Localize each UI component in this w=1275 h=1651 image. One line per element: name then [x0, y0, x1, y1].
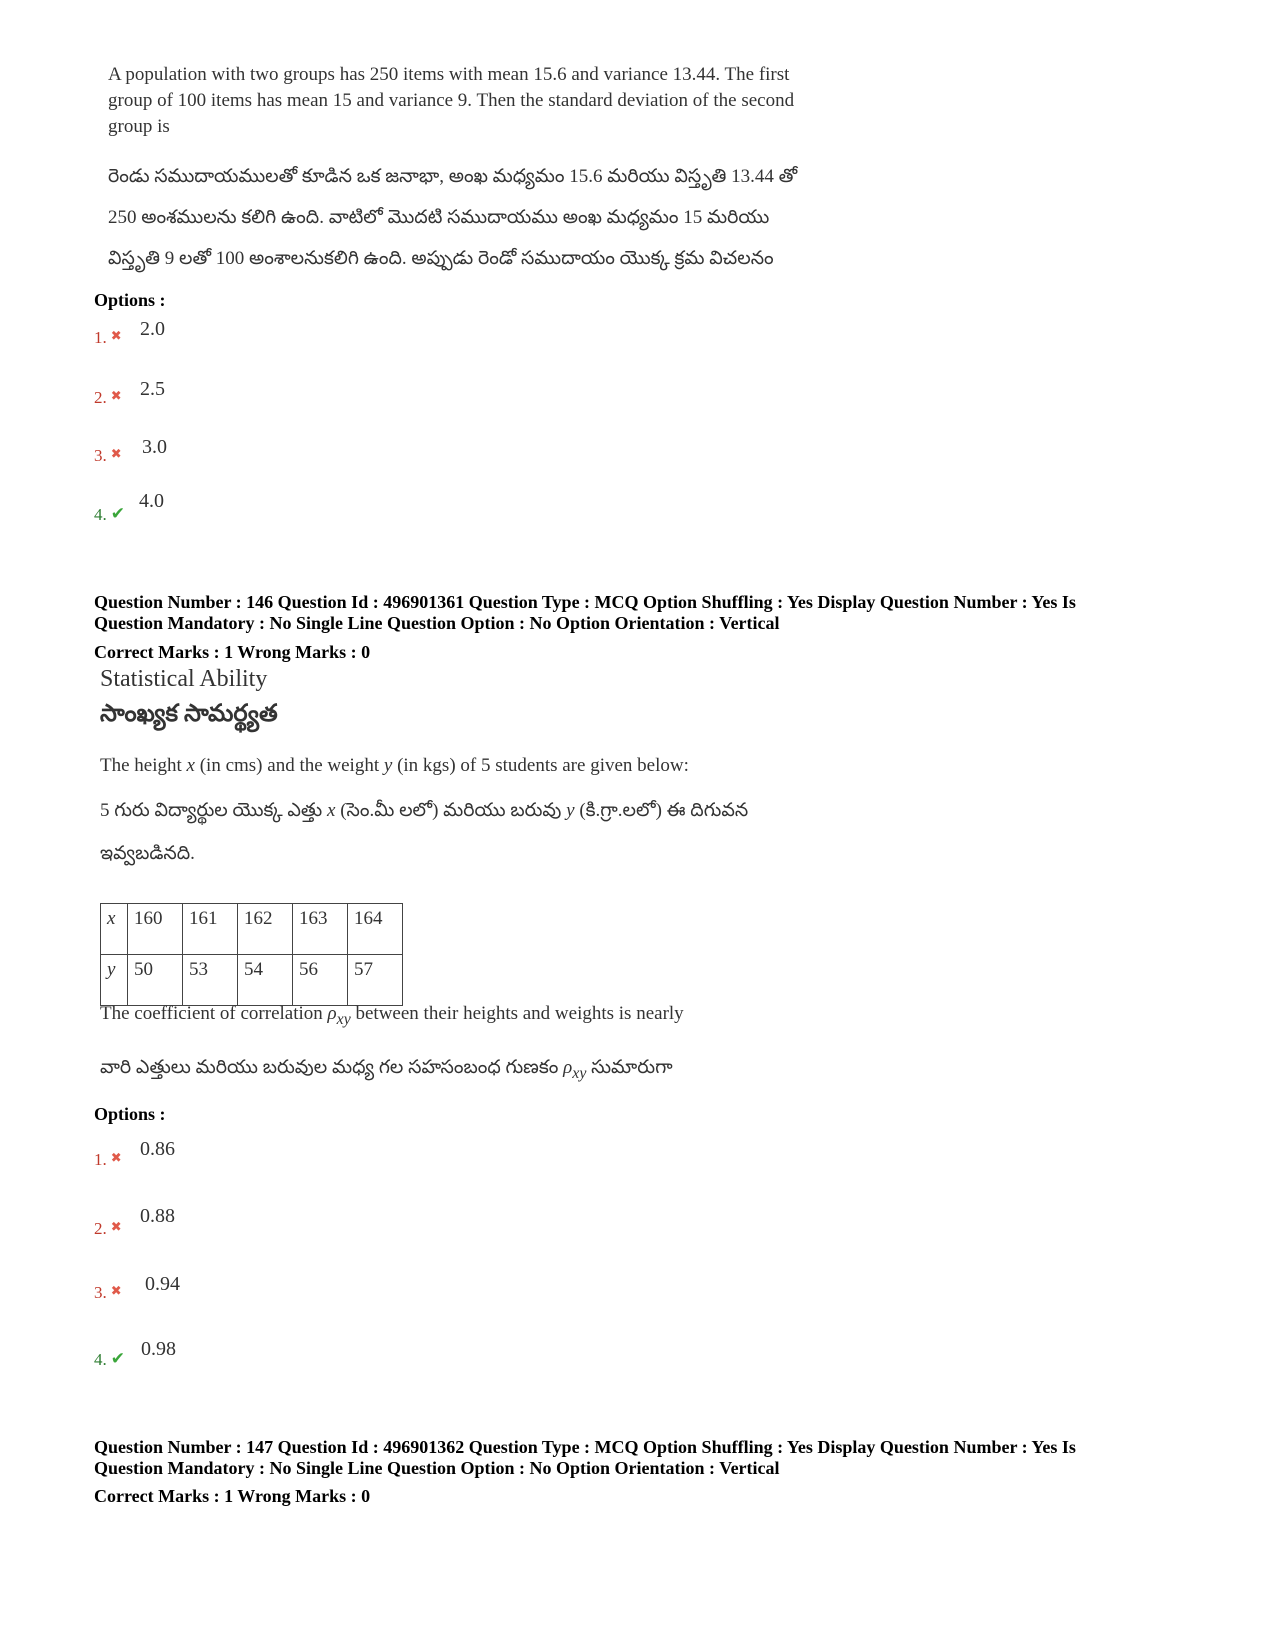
q146-option-2-value: 0.88	[140, 1205, 175, 1227]
q146-option-1[interactable]	[94, 1150, 122, 1170]
option-number: 1.	[94, 1150, 107, 1169]
q145-option-2-value: 2.5	[140, 378, 165, 400]
q145-english-line: group of 100 items has mean 15 and variance 9. Then the standard deviation of the second	[108, 90, 795, 111]
q146-option-3-value: 0.94	[145, 1273, 180, 1295]
q146-meta	[94, 592, 1076, 634]
q146-question-telugu: వారి ఎత్తులు మరియు బరువుల మధ్య గల సహసంబంధ గుణకం $\rho_{xy}$ సుమారుగా	[100, 1057, 673, 1082]
table-cell: 53	[183, 955, 238, 1006]
q145-telugu-line: 250 అంశములను కలిగి ఉంది. వాటిలో మొదటి సముదాయము అంఖ మధ్యమం 15 మరియు	[108, 207, 770, 228]
q145-option-2[interactable]	[94, 388, 122, 408]
option-number: 3.	[94, 1283, 107, 1302]
q145-option-4-value: 4.0	[139, 490, 164, 512]
wrong-mark-icon: ✖	[110, 1150, 122, 1165]
table-cell: y	[101, 955, 128, 1006]
table-cell: x	[101, 904, 128, 955]
wrong-mark-icon: ✖	[110, 388, 122, 403]
table-cell: 164	[348, 904, 403, 955]
option-number: 4.	[94, 1350, 107, 1369]
table-cell: 163	[293, 904, 348, 955]
table-cell: 56	[293, 955, 348, 1006]
table-cell: 50	[128, 955, 183, 1006]
wrong-mark-icon: ✖	[110, 1283, 122, 1298]
q146-options-label: Options :	[94, 1104, 166, 1124]
correct-check-icon: ✔	[110, 504, 125, 523]
option-number: 2.	[94, 1219, 107, 1238]
q147-meta	[94, 1437, 1076, 1479]
q146-option-1-value: 0.86	[140, 1138, 175, 1160]
q146-section-heading: Statistical Ability	[100, 666, 268, 692]
option-number: 1.	[94, 328, 107, 347]
q145-option-1[interactable]	[94, 328, 122, 348]
q146-option-4-value: 0.98	[141, 1338, 176, 1360]
q146-option-2[interactable]	[94, 1219, 122, 1239]
q145-options-label: Options :	[94, 290, 166, 310]
q145-english-text	[108, 62, 794, 140]
q147-meta-line1: Question Number : 147 Question Id : 496901362 Question Type : MCQ Option Shuffling : Yes Display Question Number : Yes Is	[94, 1437, 1076, 1457]
correct-check-icon: ✔	[110, 1349, 125, 1368]
q145-option-3[interactable]	[94, 446, 122, 466]
q146-section-heading-telugu: సాంఖ్యక సామర్థ్యత	[100, 701, 278, 727]
q145-english-line: group is	[108, 116, 170, 137]
wrong-mark-icon: ✖	[110, 328, 122, 343]
q145-telugu-line: రెండు సముదాయములతో కూడిన ఒక జనాభా, అంఖ మధ్యమం 15.6 మరియు విస్తృతి 13.44 తో	[108, 166, 798, 187]
option-number: 4.	[94, 505, 107, 524]
q146-meta-line2: Question Mandatory : No Single Line Question Option : No Option Orientation : Vertical	[94, 613, 780, 633]
q146-question-english: The coefficient of correlation $\rho_{xy}$ between their heights and weights is nearly	[100, 1003, 684, 1028]
wrong-mark-icon: ✖	[110, 1219, 122, 1234]
q146-meta-line1: Question Number : 146 Question Id : 496901361 Question Type : MCQ Option Shuffling : Yes Display Question Number : Yes Is	[94, 592, 1076, 612]
table-row	[101, 955, 403, 1006]
q145-option-3-value: 3.0	[142, 436, 167, 458]
table-cell: 54	[238, 955, 293, 1006]
table-cell: 162	[238, 904, 293, 955]
table-cell: 57	[348, 955, 403, 1006]
table-cell: 161	[183, 904, 238, 955]
q147-marks: Correct Marks : 1 Wrong Marks : 0	[94, 1486, 371, 1506]
q146-intro-telugu-line2: ఇవ్వబడినది.	[100, 843, 195, 864]
q146-intro-telugu-line1: 5 గురు విద్యార్థుల యొక్క ఎత్తు x (సెం.మీ లలో) మరియు బరువు y (కి.గ్రా.లలో) ఈ దిగువన	[100, 800, 749, 821]
q145-option-4[interactable]	[94, 504, 125, 525]
q146-intro-english: The height x (in cms) and the weight y (in kgs) of 5 students are given below:	[100, 755, 689, 776]
q146-option-4[interactable]	[94, 1349, 125, 1370]
table-cell: 160	[128, 904, 183, 955]
wrong-mark-icon: ✖	[110, 446, 122, 461]
q146-option-3[interactable]	[94, 1283, 122, 1303]
q146-marks: Correct Marks : 1 Wrong Marks : 0	[94, 642, 371, 662]
q146-data-table	[100, 903, 403, 1006]
q145-option-1-value: 2.0	[140, 318, 165, 340]
table-row	[101, 904, 403, 955]
q145-english-line: A population with two groups has 250 items with mean 15.6 and variance 13.44. The first	[108, 64, 790, 85]
q147-meta-line2: Question Mandatory : No Single Line Question Option : No Option Orientation : Vertical	[94, 1458, 780, 1478]
option-number: 2.	[94, 388, 107, 407]
option-number: 3.	[94, 446, 107, 465]
q145-telugu-line: విస్తృతి 9 లతో 100 అంశాలనుకలిగి ఉంది. అప్పుడు రెండో సముదాయం యొక్క క్రమ విచలనం	[108, 248, 774, 269]
